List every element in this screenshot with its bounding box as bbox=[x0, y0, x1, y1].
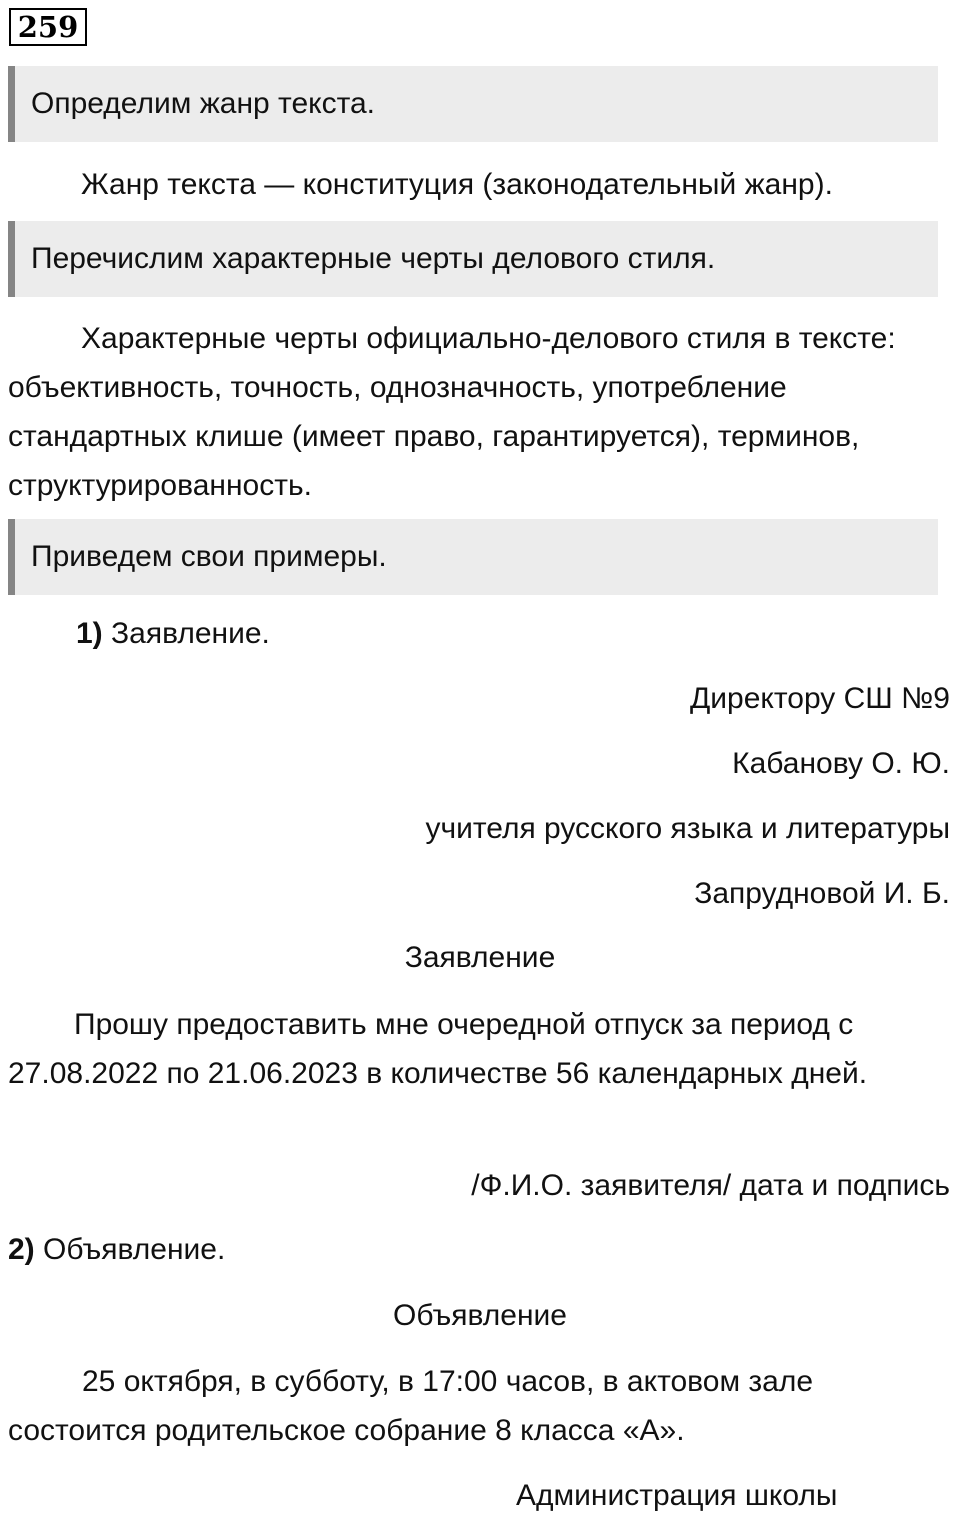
application-sender-line-2: Запрудновой И. Б. bbox=[694, 877, 950, 910]
example2-label: Объявление. bbox=[43, 1233, 226, 1266]
application-title: Заявление bbox=[404, 941, 556, 974]
application-body: Прошу предоставить мне очередной отпуск за период с 27.08.2022 по 21.06.2023 в количестве 56 календарных дней. bbox=[8, 1008, 868, 1090]
example1-caption bbox=[76, 614, 270, 654]
genre-paragraph: Жанр текста — конституция (законодательный жанр). bbox=[81, 168, 833, 201]
example1-number: 1) bbox=[76, 617, 103, 650]
application-signature: /Ф.И.О. заявителя/ дата и подпись bbox=[471, 1169, 950, 1202]
features-paragraph: Характерные черты официально-делового стиля в тексте: объективность, точность, однозначность, употребление стандартных клише (имеет право, гарантируется), терминов, структурированность. bbox=[8, 322, 896, 502]
example2-number: 2) bbox=[8, 1233, 35, 1266]
step-heading-features: Перечислим характерные черты делового стиля. bbox=[8, 221, 938, 297]
example1-label: Заявление. bbox=[111, 617, 270, 650]
step-heading-genre: Определим жанр текста. bbox=[8, 66, 938, 142]
step-heading-examples: Приведем свои примеры. bbox=[8, 519, 938, 595]
application-addressee-line-1: Директору СШ №9 bbox=[689, 682, 950, 715]
task-number: 259 bbox=[9, 8, 87, 46]
application-addressee-line-2: Кабанову О. Ю. bbox=[732, 747, 950, 780]
example2-caption bbox=[8, 1230, 225, 1270]
announcement-signature: Администрация школы bbox=[516, 1479, 838, 1512]
announcement-title: Объявление bbox=[393, 1299, 567, 1332]
announcement-body: 25 октября, в субботу, в 17:00 часов, в актовом зале состоится родительское собрание 8 класса «А». bbox=[8, 1365, 814, 1447]
application-sender-line-1: учителя русского языка и литературы bbox=[425, 812, 950, 845]
